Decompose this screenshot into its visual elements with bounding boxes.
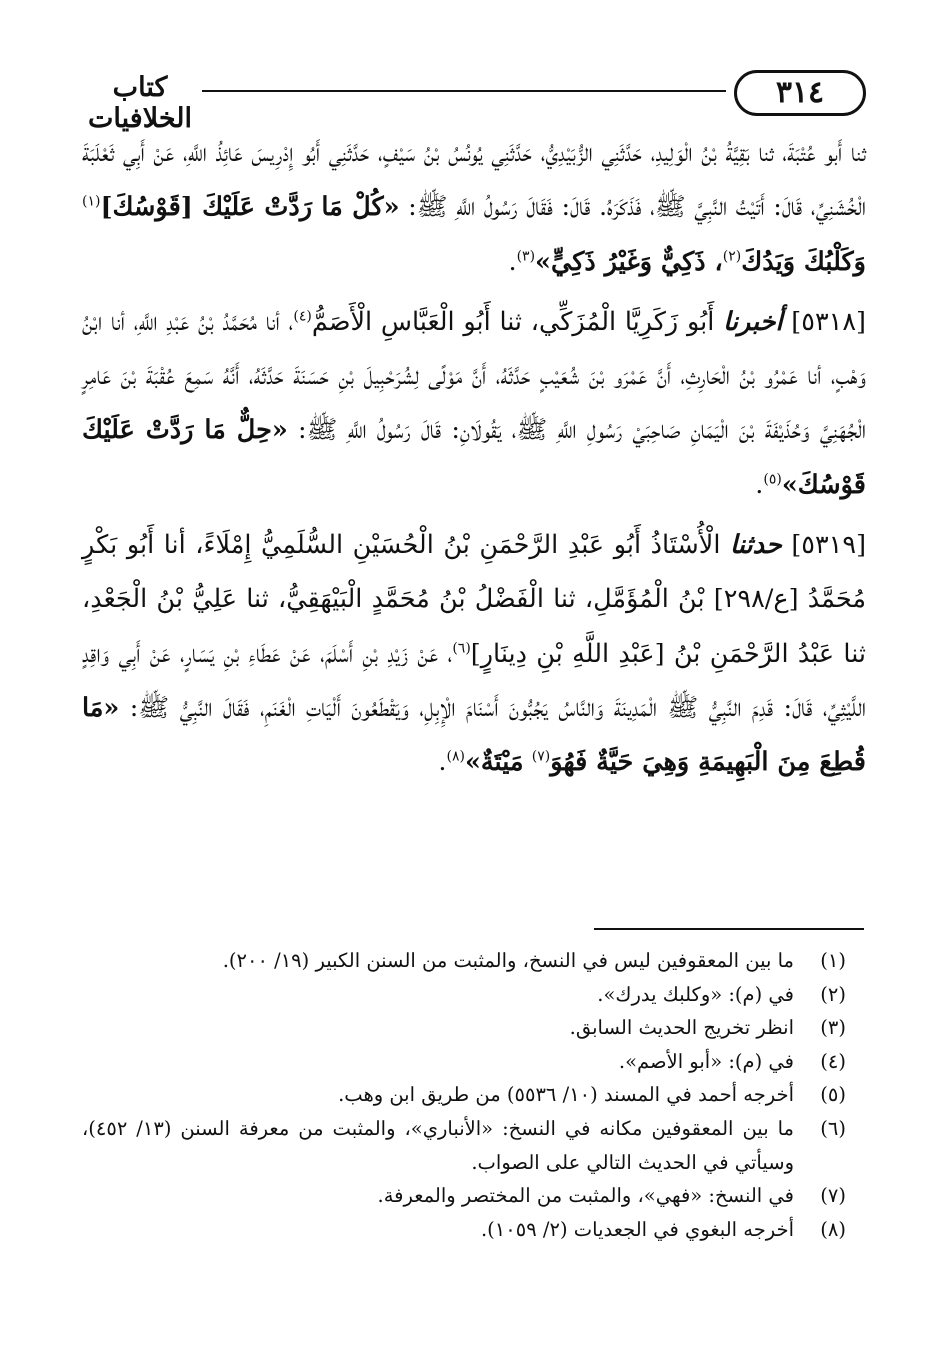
footnote-number: (١) <box>820 949 846 972</box>
header-divider <box>202 90 726 92</box>
footnote-ref[interactable]: (٦) <box>452 640 471 657</box>
book-title: كتاب الخلافيات <box>88 72 192 134</box>
footnote-number: (٨) <box>820 1217 846 1241</box>
footnote-text: في (م): «وكلبك يدرك». <box>597 982 794 1006</box>
footnote-text: انظر تخريج الحديث السابق. <box>569 1016 794 1040</box>
hadith-5319 <box>82 518 866 789</box>
footnote-ref[interactable]: (٧) <box>531 748 551 765</box>
footnote-item <box>82 1112 846 1179</box>
footnote-item <box>82 1078 846 1112</box>
footnote-item <box>82 1011 846 1045</box>
footnote-number: (٥) <box>820 1083 846 1107</box>
isnad-text: الْأُسْتَاذُ أَبُو عَبْدِ الرَّحْمَنِ بْنُ الْحُسَيْنِ السُّلَمِيُّ إِمْلَاءً، أنا أَبُو بَكْرٍ مُحَمَّدُ [ع/٢٩٨] بْنُ الْمُؤَمَّلِ، ثنا الْفَضْلُ بْنُ مُحَمَّدٍ الْبَيْهَقِيُّ، ثنا عَلِيُّ بْنُ الْجَعْدِ، ثنا عَبْدُ الرَّحْمَنِ بْنُ [عَبْدِ اللَّهِ بْنِ دِينَارٍ] <box>82 530 866 669</box>
footnote-item <box>82 1179 846 1213</box>
hadith-matn: وَكَلْبُكَ وَيَدُكَ <box>741 246 866 277</box>
page-header <box>82 66 866 134</box>
footnote-number: (٣) <box>820 1016 846 1040</box>
punctuation: . <box>438 747 447 778</box>
hadith-matn: «مَا قُطِعَ مِنَ الْبَهِيمَةِ وَهِيَ حَيَّةٌ فَهُوَ <box>82 692 866 778</box>
page-number: ٣١٤ <box>734 70 866 116</box>
punctuation: . <box>755 469 764 500</box>
isnad-text: أَبُو زَكَرِيَّا الْمُزَكِّي، ثنا أَبُو الْعَبَّاسِ الْأَصَمُّ <box>311 306 715 337</box>
footnote-divider <box>594 928 864 930</box>
paragraph-continuation <box>82 126 866 289</box>
punctuation: . <box>508 246 517 277</box>
footnote-text: في (م): «أبو الأصم». <box>618 1049 794 1073</box>
hadith-matn: «كُلْ مَا رَدَّتْ عَلَيْكَ [قَوْسُكَ] <box>100 192 400 223</box>
footnote-item <box>82 1213 846 1247</box>
footnote-text: أخرجه أحمد في المسند (١٠/ ٥٥٣٦) من طريق ابن وهب. <box>338 1083 794 1107</box>
hadith-matn: مَيْتَةٌ» <box>464 747 524 778</box>
footnote-text: في النسخ: «فهي»، والمثبت من المختصر والمعرفة. <box>377 1184 794 1208</box>
footnote-number: (٤) <box>820 1049 846 1073</box>
isnad-text: ، أنا مُحَمَّدُ بْنُ عَبْدِ اللَّهِ، أنا ابْنُ وَهْبٍ، أنا عَمْرُو بْنُ الْحَارِثِ، أَنَّ عَمْرَو بْنَ شُعَيْبٍ حَدَّثَهُ، أَنَّ مَوْلًى لِشُرَحْبِيلَ بْنِ حَسَنَةَ حَدَّثَهُ، أَنَّهُ سَمِعَ عُقْبَةَ بْنَ عَامِرٍ الْجُهَنِيَّ وَحُذَيْفَةَ بْنَ الْيَمَانِ صَاحِبَيْ رَسُولِ اللَّهِ ﷺ، يَقُولَانِ: قَالَ رَسُولُ اللَّهِ ﷺ: <box>82 306 867 446</box>
footnote-ref[interactable]: (٢) <box>722 248 742 265</box>
hadith-matn: «حِلٌّ مَا رَدَّتْ عَلَيْكَ قَوْسُكَ» <box>82 415 866 500</box>
transmission-keyword: حدثنا <box>730 530 782 561</box>
footnotes <box>82 944 846 1246</box>
footnote-ref[interactable]: (٣) <box>516 248 536 265</box>
footnote-ref[interactable]: (٥) <box>763 471 782 488</box>
isnad-text: ثنا أَبو عُتْبَةَ، ثنا بَقِيَّةُ بْنُ الْوَلِيدِ، حَدَّثَنِي الزُّبَيْدِيُّ، حَدَّثَنِي يُونُسُ بْنُ سَيْفٍ، حَدَّثَنِي أَبُو إِدْرِيسَ عَائِذُ اللَّهِ، عَنْ أَبِي ثَعْلَبَةَ الْخُشَنِيِّ، قَالَ: أَتَيْتُ النَّبِيَّ ﷺ، فَذَكَرَهُ. قَالَ: فَقَالَ رَسُولُ اللَّهِ ﷺ: <box>82 138 866 223</box>
footnote-number: (٦) <box>820 1116 846 1140</box>
footnote-text: أخرجه البغوي في الجعديات (٢/ ١٠٥٩). <box>480 1217 794 1241</box>
main-text <box>82 126 866 790</box>
footnote-text: ما بين المعقوفين مكانه في النسخ: «الأنباري»، والمثبت من معرفة السنن (١٣/ ٤٥٢)، وسيأتي في الحديث التالي على الصواب. <box>82 1116 794 1174</box>
footnote-ref[interactable]: (٤) <box>293 308 312 325</box>
isnad-text: ، عَنْ زَيْدِ بْنِ أَسْلَمَ، عَنْ عَطَاءِ بْنِ يَسَارٍ، عَنْ أَبِي وَاقِدٍ اللَّيْثِيِّ، قَالَ: قَدِمَ النَّبِيُّ ﷺ الْمَدِينَةَ وَالنَّاسُ يَجُبُّونَ أَسْنَامَ الْإِبِلِ، وَيَقْطَعُونَ أَلْيَاتِ الْغَنَمِ، فَقَالَ النَّبِيُّ ﷺ: <box>82 638 867 723</box>
hadith-number: [٥٣١٩] <box>791 530 867 561</box>
footnote-item <box>82 978 846 1012</box>
footnote-item <box>82 944 846 978</box>
hadith-matn: ، ذَكِيٌّ وَغَيْرُ ذَكِيٍّ» <box>535 246 723 277</box>
hadith-number: [٥٣١٨] <box>791 306 866 337</box>
hadith-5318 <box>82 295 866 512</box>
footnote-ref[interactable]: (٨) <box>446 748 465 765</box>
footnote-ref[interactable]: (١) <box>82 193 101 210</box>
footnote-item <box>82 1045 846 1079</box>
footnote-number: (٧) <box>820 1184 846 1208</box>
transmission-keyword: أخبرنا <box>723 306 783 337</box>
footnote-number: (٢) <box>820 982 846 1006</box>
footnote-text: ما بين المعقوفين ليس في النسخ، والمثبت من السنن الكبير (١٩/ ٢٠٠). <box>222 949 794 972</box>
